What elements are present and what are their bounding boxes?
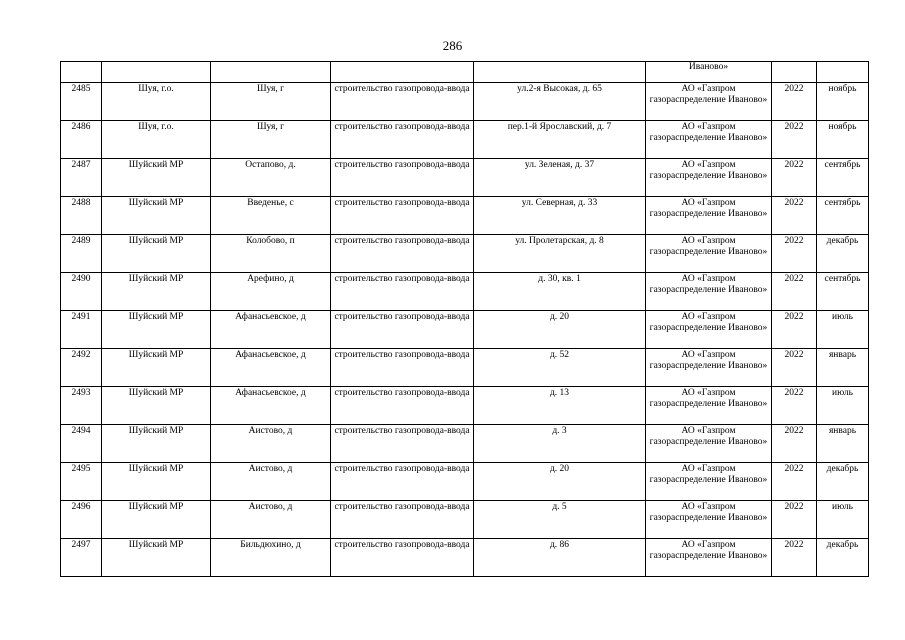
cell-year: 2022 <box>772 311 817 349</box>
cell-operator: АО «Газпром газораспределение Иваново» <box>646 425 772 463</box>
cell-address: ул. Северная, д. 33 <box>474 197 646 235</box>
cell-address: д. 3 <box>474 425 646 463</box>
cell-year: 2022 <box>772 539 817 577</box>
table-row <box>61 311 869 349</box>
cell-locality: Аистово, д <box>211 425 331 463</box>
cell-operator: АО «Газпром газораспределение Иваново» <box>646 463 772 501</box>
cell-address: ул. Зеленая, д. 37 <box>474 159 646 197</box>
cell-district: Шуйский МР <box>102 349 211 387</box>
cell-address: пер.1-й Ярославский, д. 7 <box>474 121 646 159</box>
cell-district: Шуйский МР <box>102 159 211 197</box>
cell-district <box>102 62 211 83</box>
cell-month: июль <box>817 311 869 349</box>
cell-month: январь <box>817 349 869 387</box>
cell-district: Шуйский МР <box>102 539 211 577</box>
cell-address: д. 20 <box>474 311 646 349</box>
cell-district: Шуйский МР <box>102 311 211 349</box>
cell-work: строительство газопровода-ввода <box>331 235 474 273</box>
cell-operator: АО «Газпром газораспределение Иваново» <box>646 235 772 273</box>
cell-address: ул. Пролетарская, д. 8 <box>474 235 646 273</box>
cell-district: Шуйский МР <box>102 235 211 273</box>
cell-work: строительство газопровода-ввода <box>331 159 474 197</box>
cell-year: 2022 <box>772 463 817 501</box>
cell-year: 2022 <box>772 83 817 121</box>
table-row <box>61 387 869 425</box>
table-row <box>61 197 869 235</box>
cell-locality: Шуя, г <box>211 83 331 121</box>
cell-month: сентябрь <box>817 159 869 197</box>
cell-operator: АО «Газпром газораспределение Иваново» <box>646 197 772 235</box>
gas-works-table <box>60 61 869 577</box>
table-row <box>61 349 869 387</box>
cell-year: 2022 <box>772 501 817 539</box>
cell-num: 2494 <box>61 425 102 463</box>
cell-locality: Арефино, д <box>211 273 331 311</box>
cell-num: 2492 <box>61 349 102 387</box>
cell-work: строительство газопровода-ввода <box>331 83 474 121</box>
table-row <box>61 425 869 463</box>
cell-operator: АО «Газпром газораспределение Иваново» <box>646 387 772 425</box>
cell-work: строительство газопровода-ввода <box>331 273 474 311</box>
cell-num: 2493 <box>61 387 102 425</box>
cell-month: ноябрь <box>817 121 869 159</box>
cell-operator: АО «Газпром газораспределение Иваново» <box>646 159 772 197</box>
cell-operator: АО «Газпром газораспределение Иваново» <box>646 501 772 539</box>
cell-year: 2022 <box>772 197 817 235</box>
cell-address: д. 30, кв. 1 <box>474 273 646 311</box>
cell-year: 2022 <box>772 349 817 387</box>
cell-num <box>61 62 102 83</box>
table-row <box>61 235 869 273</box>
cell-work: строительство газопровода-ввода <box>331 463 474 501</box>
cell-work: строительство газопровода-ввода <box>331 539 474 577</box>
page-number: 286 <box>442 38 463 53</box>
cell-work: строительство газопровода-ввода <box>331 501 474 539</box>
cell-month: ноябрь <box>817 83 869 121</box>
table-row <box>61 83 869 121</box>
cell-work <box>331 62 474 83</box>
cell-district: Шуйский МР <box>102 425 211 463</box>
cell-locality: Аистово, д <box>211 501 331 539</box>
cell-locality: Аистово, д <box>211 463 331 501</box>
cell-month: июль <box>817 387 869 425</box>
cell-work: строительство газопровода-ввода <box>331 311 474 349</box>
cell-locality: Шуя, г <box>211 121 331 159</box>
cell-num: 2496 <box>61 501 102 539</box>
table-row <box>61 273 869 311</box>
cell-operator: АО «Газпром газораспределение Иваново» <box>646 349 772 387</box>
cell-address: д. 5 <box>474 501 646 539</box>
cell-operator: АО «Газпром газораспределение Иваново» <box>646 311 772 349</box>
cell-locality: Остапово, д. <box>211 159 331 197</box>
cell-month: сентябрь <box>817 197 869 235</box>
cell-month <box>817 62 869 83</box>
cell-locality <box>211 62 331 83</box>
cell-num: 2490 <box>61 273 102 311</box>
cell-month: сентябрь <box>817 273 869 311</box>
cell-work: строительство газопровода-ввода <box>331 121 474 159</box>
cell-district: Шуя, г.о. <box>102 121 211 159</box>
cell-year: 2022 <box>772 159 817 197</box>
table-row <box>61 501 869 539</box>
cell-work: строительство газопровода-ввода <box>331 387 474 425</box>
cell-operator: АО «Газпром газораспределение Иваново» <box>646 83 772 121</box>
cell-num: 2491 <box>61 311 102 349</box>
table-row <box>61 159 869 197</box>
cell-address: д. 52 <box>474 349 646 387</box>
cell-address: ул.2-я Высокая, д. 65 <box>474 83 646 121</box>
cell-address: д. 20 <box>474 463 646 501</box>
cell-num: 2486 <box>61 121 102 159</box>
cell-num: 2497 <box>61 539 102 577</box>
cell-locality: Афанасьевское, д <box>211 349 331 387</box>
cell-num: 2487 <box>61 159 102 197</box>
cell-operator: АО «Газпром газораспределение Иваново» <box>646 273 772 311</box>
cell-year: 2022 <box>772 425 817 463</box>
cell-district: Шуйский МР <box>102 197 211 235</box>
cell-operator: АО «Газпром газораспределение Иваново» <box>646 121 772 159</box>
continuation-row <box>61 62 869 83</box>
cell-locality: Введенье, с <box>211 197 331 235</box>
cell-work: строительство газопровода-ввода <box>331 425 474 463</box>
cell-address: д. 86 <box>474 539 646 577</box>
cell-num: 2489 <box>61 235 102 273</box>
table-row <box>61 463 869 501</box>
cell-month: декабрь <box>817 539 869 577</box>
table-body <box>61 62 869 577</box>
cell-month: июль <box>817 501 869 539</box>
cell-district: Шуя, г.о. <box>102 83 211 121</box>
cell-locality: Бильдюхино, д <box>211 539 331 577</box>
cell-locality: Афанасьевское, д <box>211 387 331 425</box>
cell-month: январь <box>817 425 869 463</box>
cell-district: Шуйский МР <box>102 273 211 311</box>
table-row <box>61 539 869 577</box>
cell-locality: Колобово, п <box>211 235 331 273</box>
cell-num: 2488 <box>61 197 102 235</box>
table-row <box>61 121 869 159</box>
cell-district: Шуйский МР <box>102 501 211 539</box>
cell-month: декабрь <box>817 463 869 501</box>
cell-year <box>772 62 817 83</box>
cell-year: 2022 <box>772 387 817 425</box>
cell-year: 2022 <box>772 121 817 159</box>
cell-num: 2495 <box>61 463 102 501</box>
cell-address: д. 13 <box>474 387 646 425</box>
cell-address <box>474 62 646 83</box>
cell-month: декабрь <box>817 235 869 273</box>
cell-operator: АО «Газпром газораспределение Иваново» <box>646 539 772 577</box>
cell-district: Шуйский МР <box>102 387 211 425</box>
cell-district: Шуйский МР <box>102 463 211 501</box>
cell-work: строительство газопровода-ввода <box>331 349 474 387</box>
cell-locality: Афанасьевское, д <box>211 311 331 349</box>
cell-num: 2485 <box>61 83 102 121</box>
cell-year: 2022 <box>772 235 817 273</box>
cell-operator: Иваново» <box>646 62 772 83</box>
cell-year: 2022 <box>772 273 817 311</box>
cell-work: строительство газопровода-ввода <box>331 197 474 235</box>
